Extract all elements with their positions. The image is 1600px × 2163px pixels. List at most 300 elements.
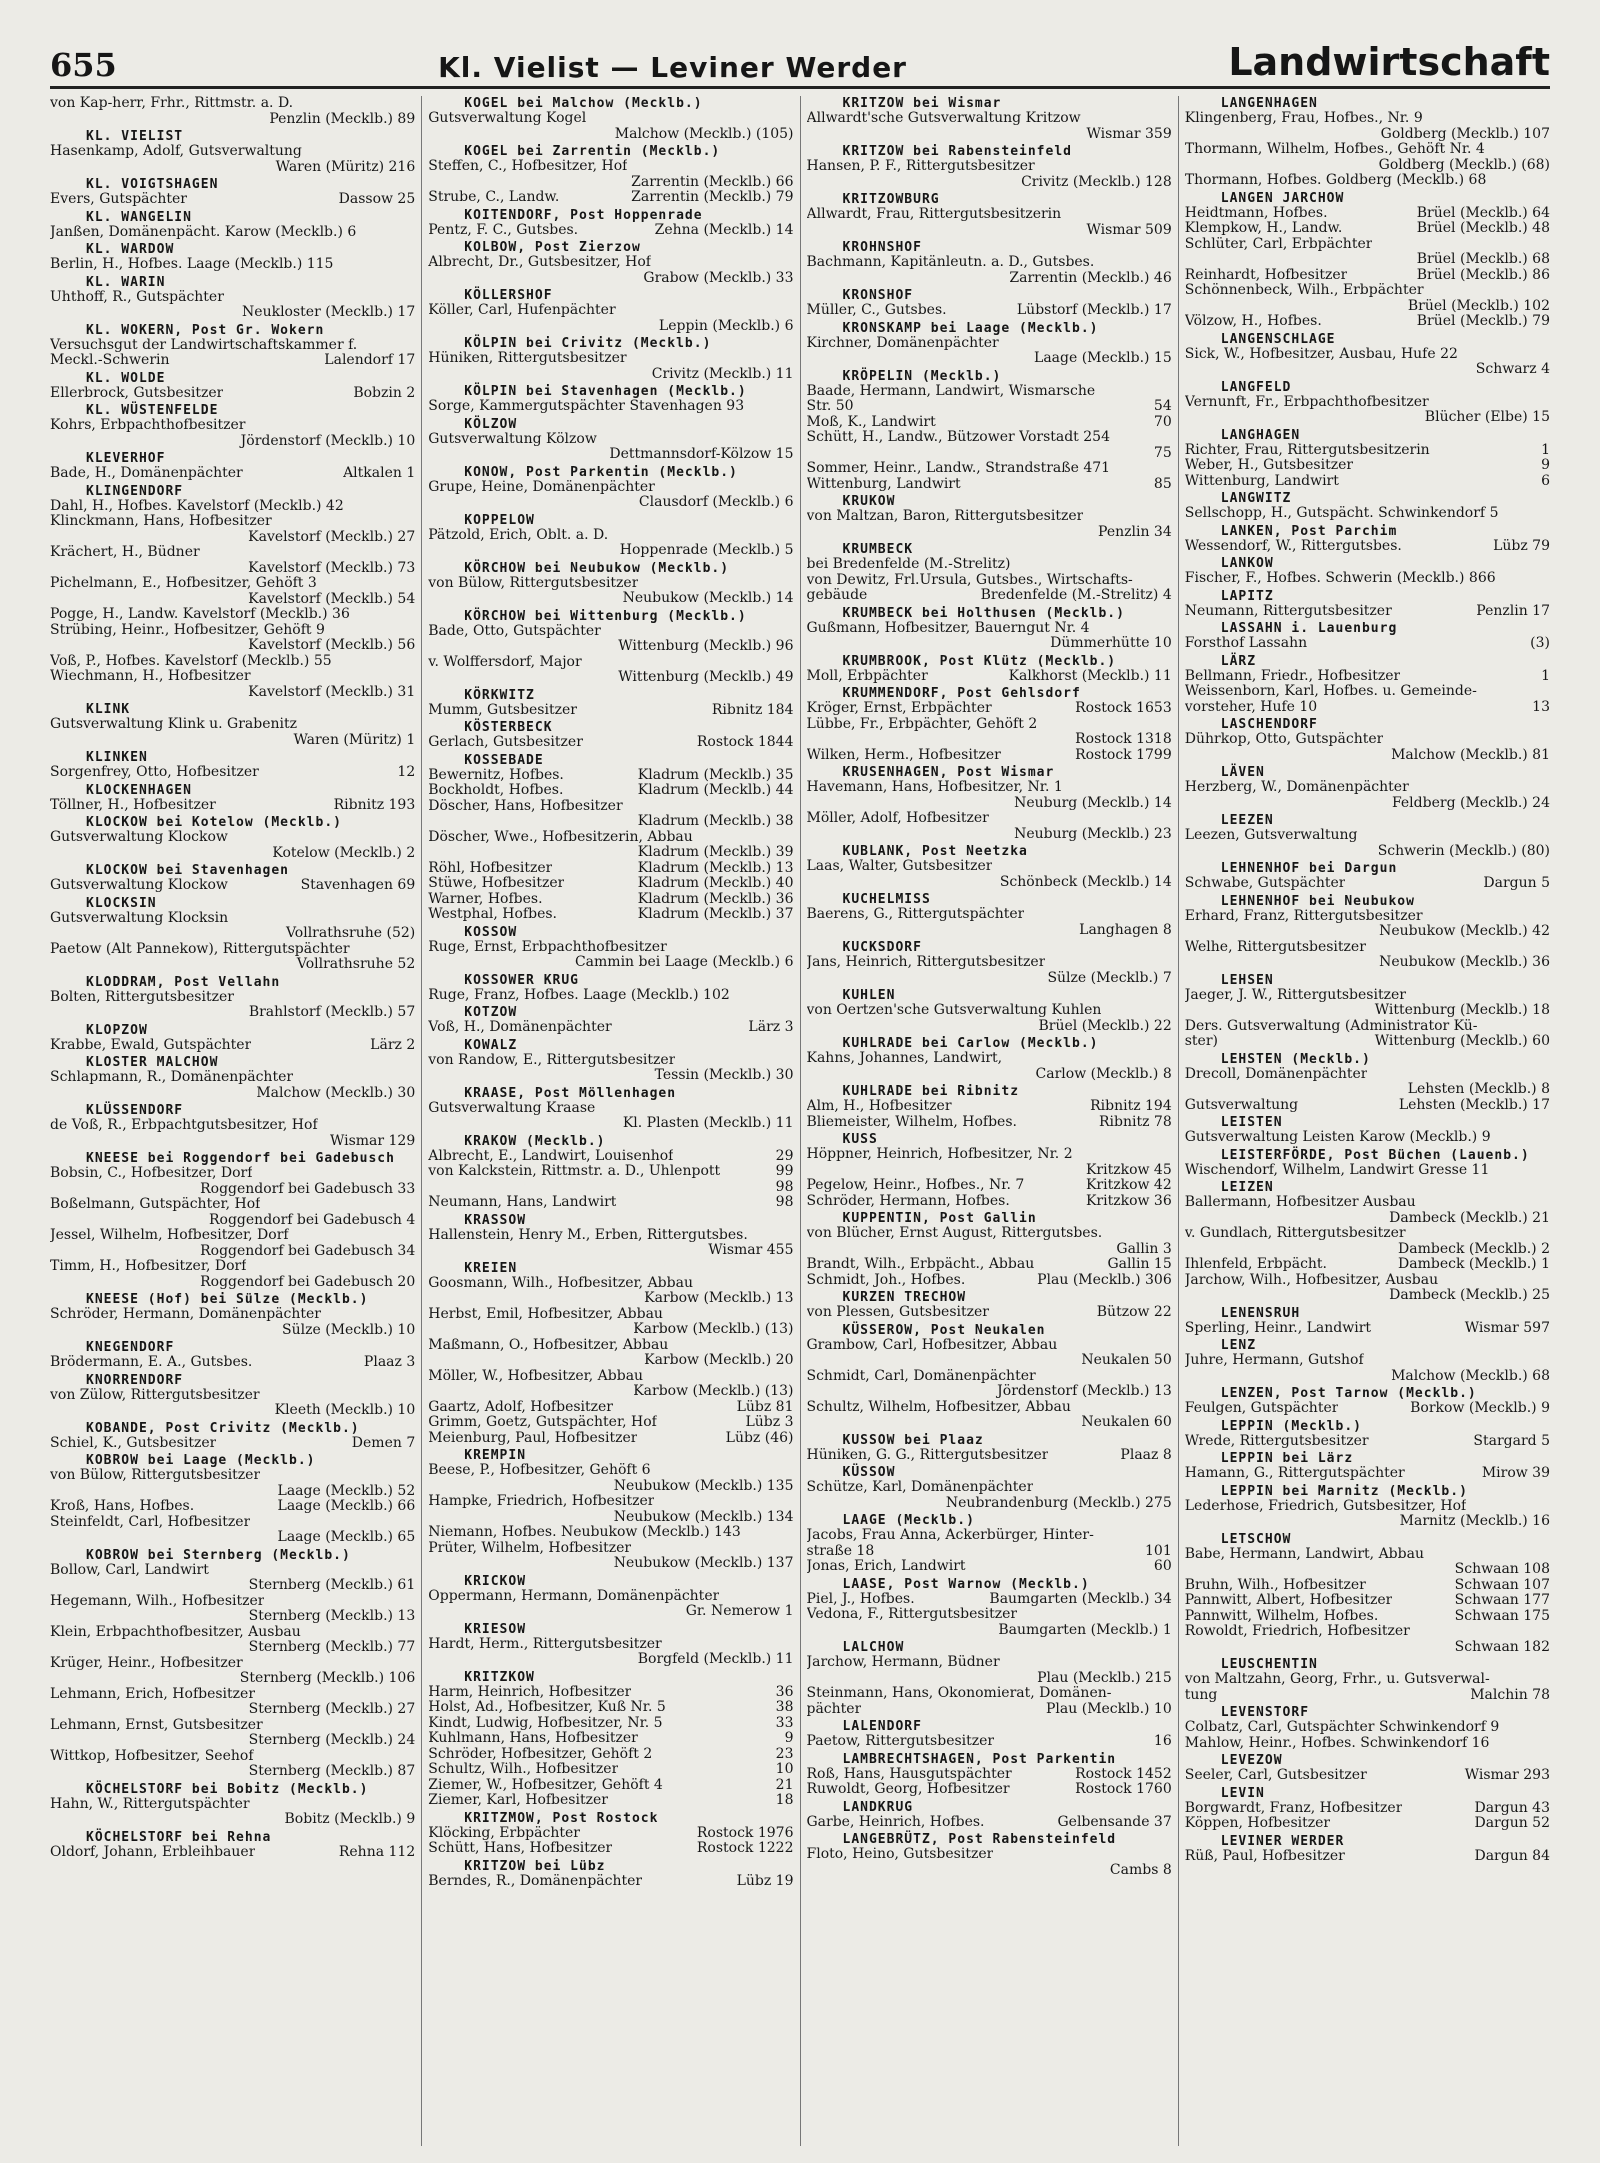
entry-location: Zarrentin (Mecklb.) 46 — [1009, 269, 1172, 286]
directory-entry — [428, 417, 793, 463]
entry-location: Schwaan 175 — [1454, 1607, 1550, 1624]
entry-location: 18 — [775, 1792, 794, 1808]
entry-line — [428, 1637, 793, 1653]
entry-name: Voß, H., Domänenpächter — [428, 1020, 612, 1035]
entry-name: Laas, Walter, Gutsbesitzer — [806, 859, 993, 874]
directory-entry — [428, 561, 793, 607]
entry-location: Plau (Mecklb.) 10 — [1046, 1700, 1172, 1717]
directory-entry — [1185, 717, 1550, 763]
entry-line — [807, 1480, 1172, 1496]
place-heading: KÖLZOW — [464, 416, 518, 432]
entry-location: Lübz (46) — [725, 1429, 794, 1446]
entry-name: pächter — [806, 1701, 862, 1717]
entry-line — [807, 303, 1172, 319]
entry-location: 10 — [775, 1761, 794, 1777]
entry-location: Vollrathsruhe (52) — [285, 925, 416, 941]
entry-name: Ziemer, Karl, Hofbesitzer — [428, 1793, 608, 1808]
directory-entry — [428, 1261, 793, 1447]
entry-name: Pichelmann, E., Hofbesitzer, Gehöft 3 — [50, 576, 317, 591]
entry-location: Lalendorf 17 — [324, 352, 416, 368]
entry-location: Lübz 3 — [745, 1414, 794, 1430]
directory-entry — [1185, 1052, 1550, 1114]
place-heading: KOSSEBADE — [464, 752, 544, 768]
directory-entry — [1185, 1419, 1550, 1450]
place-heading: KRITZKOW — [464, 1669, 535, 1685]
entry-line — [807, 811, 1172, 827]
directory-entry — [428, 688, 793, 719]
entry-line — [428, 399, 793, 415]
entry-name: Rüß, Paul, Hofbesitzer — [1184, 1848, 1345, 1864]
place-heading: LENZEN, Post Tarnow (Mecklb.) — [1220, 1386, 1477, 1401]
entry-name: Borgwardt, Franz, Hofbesitzer — [1184, 1800, 1403, 1816]
entry-location: Kladrum (Mecklb.) 40 — [637, 875, 794, 891]
entry-line — [428, 223, 793, 239]
entry-location: Neubukow (Mecklb.) 42 — [1379, 923, 1550, 939]
entry-name: Paetow (Alt Pannekow), Rittergutspächter — [50, 941, 350, 957]
entry-name: Voß, P., Hofbes. Kavelstorf (Mecklb.) 55 — [50, 653, 332, 669]
entry-name: Grimm, Goetz, Gutspächter, Hof — [428, 1415, 657, 1430]
entry-name: Ruwoldt, Georg, Hofbesitzer — [806, 1782, 1010, 1797]
entry-location: Rostock 1222 — [696, 1840, 794, 1856]
entry-name: Colbatz, Carl, Gutspächter Schwinkendorf 9 — [1184, 1720, 1500, 1735]
entry-name: Wessendorf, W., Rittergutsbes. — [1184, 538, 1402, 554]
directory-entry — [1185, 1148, 1550, 1179]
directory-entry — [50, 1453, 415, 1546]
entry-line — [50, 1625, 415, 1641]
entry-line — [50, 717, 415, 733]
entry-line — [1185, 1624, 1550, 1640]
place-heading: KÖRKWITZ — [464, 687, 535, 703]
entry-location: Plau (Mecklb.) 306 — [1037, 1271, 1172, 1288]
entry-line — [807, 669, 1172, 685]
entry-line — [50, 192, 415, 208]
entry-name: Sommer, Heinr., Landw., Strandstraße 471 — [806, 461, 1111, 476]
entry-location: Karbow (Mecklb.) (13) — [633, 1321, 794, 1337]
entry-name: Pogge, H., Landw. Kavelstorf (Mecklb.) 36 — [50, 607, 350, 622]
entry-name: Sick, W., Hofbesitzer, Ausbau, Hufe 22 — [1184, 346, 1458, 362]
entry-name: Hampke, Friedrich, Hofbesitzer — [428, 1494, 655, 1509]
entry-location: Baumgarten (Mecklb.) 34 — [989, 1590, 1172, 1607]
directory-entry — [50, 403, 415, 449]
entry-line — [50, 1118, 415, 1134]
entry-location: Kavelstorf (Mecklb.) 73 — [248, 559, 416, 576]
entry-location: Ribnitz 184 — [711, 701, 794, 718]
entry-line — [428, 190, 793, 206]
entry-location: Neuburg (Mecklb.) 23 — [1014, 825, 1172, 842]
entry-line — [807, 271, 1172, 287]
column-3 — [800, 96, 1178, 2146]
place-heading: KÖRCHOW bei Wittenburg (Mecklb.) — [464, 608, 747, 624]
place-heading: KREIEN — [464, 1260, 518, 1276]
place-heading: LANGENSCHLAGE — [1220, 331, 1336, 347]
entry-location: Malchow (Mecklb.) 68 — [1391, 1367, 1550, 1384]
entry-line — [428, 1243, 793, 1259]
entry-location: 85 — [1153, 475, 1172, 492]
place-heading: KRAKOW (Mecklb.) — [464, 1133, 606, 1149]
entry-line — [50, 1038, 415, 1054]
entry-line — [807, 796, 1172, 812]
entry-name: Krächert, H., Büdner — [50, 545, 200, 560]
directory-entry — [1185, 1657, 1550, 1703]
place-heading: KOLBOW, Post Zierzow — [464, 240, 641, 255]
entry-line — [1185, 1034, 1550, 1050]
entry-name: Schröder, Hofbesitzer, Gehöft 2 — [428, 1746, 653, 1762]
directory-entry — [50, 750, 415, 781]
entry-line — [807, 1607, 1172, 1623]
entry-location: 98 — [775, 1178, 794, 1195]
entry-name: von Blücher, Ernst August, Rittergutsbes. — [806, 1226, 1103, 1241]
entry-line — [807, 1178, 1172, 1194]
directory-entry — [1185, 428, 1550, 490]
place-heading: KRUMBROOK, Post Klütz (Mecklb.) — [842, 653, 1117, 669]
entry-name: Ders. Gutsverwaltung (Administrator Kü- — [1184, 1018, 1478, 1034]
entry-line — [1185, 221, 1550, 237]
directory-entry — [50, 484, 415, 701]
place-heading: KÖCHELSTORF bei Bobitz (Mecklb.) — [86, 1781, 369, 1797]
entry-name: Bollow, Carl, Landwirt — [50, 1562, 209, 1578]
entry-name: Jaeger, J. W., Rittergutsbesitzer — [1184, 987, 1406, 1003]
directory-entry — [807, 686, 1172, 763]
entry-location: Laage (Mecklb.) 15 — [1034, 350, 1172, 366]
entry-line — [1185, 684, 1550, 700]
place-heading: LAMBRECHTSHAGEN, Post Parkentin — [842, 1751, 1117, 1767]
entry-location: Kladrum (Mecklb.) 36 — [637, 890, 794, 907]
entry-name: Gutsverwaltung Klink u. Grabenitz — [50, 717, 298, 732]
entry-location: Zehna (Mecklb.) 14 — [654, 221, 794, 238]
entry-location: (3) — [1530, 635, 1550, 651]
entry-location: 75 — [1153, 444, 1172, 461]
entry-location: Brüel (Mecklb.) 22 — [1038, 1017, 1172, 1034]
entry-name: Gutsverwaltung Leisten Karow (Mecklb.) 9 — [1184, 1130, 1491, 1145]
directory-entry — [1185, 1753, 1550, 1784]
entry-name: Welhe, Rittergutsbesitzer — [1184, 939, 1366, 955]
entry-name: Möller, Adolf, Hofbesitzer — [806, 811, 989, 826]
entry-line — [1185, 443, 1550, 459]
entry-line — [807, 1273, 1172, 1289]
entry-location: Zarrentin (Mecklb.) 66 — [631, 173, 794, 190]
entry-line — [50, 623, 415, 639]
entry-line — [1185, 268, 1550, 284]
entry-location: Baumgarten (Mecklb.) 1 — [998, 1621, 1172, 1638]
directory-entry — [50, 177, 415, 208]
place-heading: KLOCKSIN — [86, 895, 157, 911]
entry-line — [807, 1226, 1172, 1242]
entry-location: Laage (Mecklb.) 52 — [277, 1482, 416, 1499]
directory-entry — [50, 1548, 415, 1780]
entry-location: Mirow 39 — [1481, 1465, 1550, 1481]
directory-entry — [50, 702, 415, 748]
entry-line — [807, 701, 1172, 717]
entry-name: Schlüter, Carl, Erbpächter — [1184, 236, 1373, 252]
directory-entry — [50, 1103, 415, 1149]
entry-line — [50, 1070, 415, 1086]
entry-location: Wismar 509 — [1086, 221, 1172, 238]
place-heading: KRUMBECK bei Holthusen (Mecklb.) — [842, 605, 1125, 621]
entry-name: Völzow, H., Hofbes. — [1184, 314, 1322, 329]
entry-name: Kuhlmann, Hans, Hofbesitzer — [428, 1731, 638, 1746]
entry-name: Baerens, G., Rittergutspächter — [806, 907, 1025, 922]
place-heading: LALCHOW — [842, 1640, 905, 1655]
entry-name: Gaartz, Adolf, Hofbesitzer — [428, 1399, 613, 1415]
entry-location: Dassow 25 — [338, 191, 416, 207]
entry-name: von Randow, E., Rittergutsbesitzer — [428, 1052, 676, 1068]
entry-line — [428, 1149, 793, 1165]
entry-name: Möller, W., Hofbesitzer, Abbau — [428, 1368, 644, 1384]
directory-entry — [1185, 1115, 1550, 1146]
entry-line — [428, 1369, 793, 1385]
directory-entry — [428, 1005, 793, 1036]
entry-location: Malchow (Mecklb.) 81 — [1391, 746, 1550, 763]
entry-line — [807, 127, 1172, 143]
entry-line — [428, 543, 793, 559]
entry-line — [807, 255, 1172, 271]
entry-location: Brahlstorf (Mecklb.) 57 — [248, 1004, 416, 1020]
directory-entry — [428, 96, 793, 142]
entry-line — [428, 367, 793, 383]
directory-entry — [1185, 1484, 1550, 1530]
place-heading: LEISTEN — [1220, 1115, 1283, 1130]
entry-line — [50, 1749, 415, 1765]
entry-name: Jessel, Wilhelm, Hofbesitzer, Dorf — [50, 1228, 289, 1243]
entry-line — [50, 830, 415, 846]
entry-line — [807, 1734, 1172, 1750]
entry-line — [807, 1655, 1172, 1671]
entry-name: Wittkop, Hofbesitzer, Seehof — [50, 1748, 254, 1764]
entry-line — [1185, 1288, 1550, 1304]
entry-location: Brüel (Mecklb.) 86 — [1416, 266, 1550, 283]
place-heading: LANGENHAGEN — [1220, 96, 1318, 111]
entry-line — [1185, 1593, 1550, 1609]
place-heading: LENENSRUH — [1220, 1305, 1301, 1321]
directory-entry — [1185, 491, 1550, 522]
place-heading: KRUKOW — [842, 494, 896, 509]
entry-location: Kalkhorst (Mecklb.) 11 — [1008, 667, 1172, 684]
place-heading: KURZEN TRECHOW — [842, 1290, 967, 1305]
place-heading: KLINKEN — [86, 750, 148, 765]
entry-location: Malchin 78 — [1470, 1686, 1550, 1703]
entry-name: Jarchow, Hermann, Büdner — [806, 1655, 1000, 1670]
entry-line — [428, 1431, 793, 1447]
place-heading: LENZ — [1220, 1338, 1257, 1353]
entry-line — [50, 685, 415, 701]
entry-location: Lübz 19 — [736, 1872, 794, 1889]
entry-location: Neubukow (Mecklb.) 134 — [613, 1508, 794, 1525]
place-heading: KÜSSOW — [842, 1465, 896, 1480]
entry-line — [428, 1604, 793, 1620]
directory-entry — [807, 940, 1172, 986]
entry-line — [1185, 1816, 1550, 1832]
directory-entry — [1185, 1705, 1550, 1751]
entry-line — [50, 1005, 415, 1021]
entry-name: Dahl, H., Hofbes. Kavelstorf (Mecklb.) 42 — [50, 498, 344, 514]
entry-location: Schwerin (Mecklb.) (80) — [1377, 842, 1550, 859]
place-heading: KLINK — [86, 702, 131, 717]
entry-location: Brüel (Mecklb.) 68 — [1416, 251, 1550, 267]
entry-name: Meienburg, Paul, Hofbesitzer — [428, 1430, 638, 1446]
entry-location: Schwaan 177 — [1454, 1592, 1550, 1608]
entry-location: Kritzkow 42 — [1085, 1177, 1172, 1193]
entry-line — [50, 1166, 415, 1182]
entry-line — [428, 1685, 793, 1701]
entry-name: Ziemer, W., Hofbesitzer, Gehöft 4 — [428, 1777, 663, 1793]
directory-entry — [1185, 1180, 1550, 1304]
entry-name: Schwabe, Gutspächter — [1184, 876, 1346, 891]
entry-line — [807, 1671, 1172, 1687]
entry-location: Neukalen 50 — [1081, 1352, 1172, 1368]
entry-line — [50, 592, 415, 608]
entry-line — [428, 624, 793, 640]
directory-entry — [807, 1640, 1172, 1717]
entry-line — [807, 827, 1172, 843]
entry-location: Roggendorf bei Gadebusch 20 — [200, 1273, 416, 1290]
directory-entry — [428, 288, 793, 334]
entry-location: 101 — [1145, 1542, 1172, 1559]
entry-line — [428, 1479, 793, 1495]
entry-line — [807, 509, 1172, 525]
entry-line — [807, 111, 1172, 127]
place-heading: LANGWITZ — [1220, 491, 1292, 506]
place-heading: LAPITZ — [1220, 588, 1274, 604]
entry-name: Fischer, F., Hofbes. Schwerin (Mecklb.) 866 — [1184, 571, 1496, 586]
entry-line — [428, 1276, 793, 1292]
entry-location: Kotelow (Mecklb.) 2 — [272, 844, 416, 861]
entry-name: Timm, H., Hofbesitzer, Dorf — [50, 1259, 247, 1274]
entry-line — [50, 225, 415, 241]
entry-name: Pentz, F. C., Gutsbes. — [428, 222, 579, 238]
entry-name: Bolten, Rittergutsbesitzer — [50, 989, 234, 1005]
entry-location: Zarrentin (Mecklb.) 79 — [631, 189, 794, 205]
entry-name: Bellmann, Friedr., Hofbesitzer — [1184, 668, 1401, 684]
entry-name: Jacobs, Frau Anna, Ackerbürger, Hinter- — [806, 1528, 1094, 1543]
entry-location: Ribnitz 193 — [333, 796, 416, 813]
entry-line — [807, 1242, 1172, 1258]
entry-location: 6 — [1541, 472, 1550, 489]
entry-line — [428, 1228, 793, 1244]
entry-location: Stavenhagen 69 — [300, 877, 416, 893]
entry-location: Tessin (Mecklb.) 30 — [654, 1067, 794, 1083]
entry-location: Sternberg (Mecklb.) 106 — [239, 1670, 416, 1686]
entry-location: Penzlin 17 — [1476, 602, 1550, 619]
entry-location: Neukalen 60 — [1081, 1414, 1172, 1430]
entry-name: Hüniken, G. G., Rittergutsbesitzer — [806, 1447, 1049, 1463]
entry-location: Dargun 43 — [1474, 1799, 1550, 1816]
entry-name: de Voß, R., Erbpachtgutsbesitzer, Hof — [50, 1118, 318, 1133]
entry-name: Töllner, H., Hofbesitzer — [50, 797, 216, 813]
entry-line — [1185, 1499, 1550, 1515]
place-heading: KLOPZOW — [86, 1022, 148, 1038]
place-heading: LEPPIN bei Marnitz (Mecklb.) — [1220, 1483, 1468, 1499]
directory-entry — [807, 240, 1172, 286]
entry-line — [428, 1716, 793, 1732]
entry-name: Schröder, Hermann, Hofbes. — [806, 1193, 1010, 1209]
entry-name: Rowoldt, Friedrich, Hofbesitzer — [1184, 1624, 1410, 1639]
entry-location: Wismar 293 — [1464, 1767, 1550, 1783]
entry-location: Kladrum (Mecklb.) 38 — [637, 813, 794, 829]
place-heading: KLÜSSENDORF — [86, 1103, 184, 1118]
entry-line — [807, 159, 1172, 175]
entry-line — [428, 591, 793, 607]
entry-name: Kahns, Johannes, Landwirt, — [806, 1051, 1003, 1066]
entry-line — [428, 1510, 793, 1526]
entry-name: Meckl.-Schwerin — [50, 353, 170, 368]
entry-location: Wittenburg (Mecklb.) 96 — [618, 638, 794, 654]
entry-line — [50, 990, 415, 1006]
entry-line — [807, 207, 1172, 223]
entry-location: Neubrandenburg (Mecklb.) 275 — [945, 1494, 1172, 1511]
entry-line — [1185, 732, 1550, 748]
entry-location: Malchow (Mecklb.) (105) — [614, 125, 794, 142]
directory-entry — [1185, 1786, 1550, 1832]
place-heading: KL. WÜSTENFELDE — [86, 403, 219, 418]
entry-name: Sperling, Heinr., Landwirt — [1184, 1320, 1372, 1336]
entry-name: Klöcking, Erbpächter — [428, 1825, 580, 1841]
entry-location: Dambeck (Mecklb.) 21 — [1389, 1209, 1550, 1226]
entry-location: Dargun 84 — [1474, 1847, 1550, 1864]
entry-name: Herzberg, W., Domänenpächter — [1184, 780, 1409, 795]
entry-line — [807, 875, 1172, 891]
entry-line — [807, 923, 1172, 939]
place-heading: LEISTERFÖRDE, Post Büchen (Lauenb.) — [1220, 1147, 1530, 1163]
entry-line — [807, 351, 1172, 367]
entry-name: Kindt, Ludwig, Hofbesitzer, Nr. 5 — [428, 1715, 663, 1731]
entry-location: Brüel (Mecklb.) 102 — [1407, 297, 1550, 314]
directory-entry — [807, 369, 1172, 493]
entry-line — [50, 1640, 415, 1656]
directory-entry — [428, 336, 793, 382]
entry-name: Bockholdt, Hofbes. — [428, 783, 564, 798]
entry-line — [1185, 1609, 1550, 1625]
entry-location: Rostock 1799 — [1075, 746, 1172, 763]
entry-location: 60 — [1153, 1558, 1172, 1574]
entry-name: Herbst, Emil, Hofbesitzer, Abbau — [428, 1306, 663, 1322]
entry-line — [428, 639, 793, 655]
place-heading: KÜSSEROW, Post Neukalen — [842, 1322, 1046, 1338]
entry-name: Gerlach, Gutsbesitzer — [428, 735, 583, 750]
entry-location: Sternberg (Mecklb.) 77 — [248, 1639, 416, 1655]
entry-line — [50, 514, 415, 530]
entry-name: Schultz, Wilh., Hofbesitzer — [428, 1762, 619, 1777]
directory-entry — [50, 210, 415, 241]
place-heading: LASSAHN i. Lauenburg — [1220, 621, 1398, 636]
directory-entry — [807, 1752, 1172, 1798]
entry-line — [807, 1003, 1172, 1019]
directory-entry — [807, 1211, 1172, 1288]
entry-line — [807, 1115, 1172, 1131]
entry-line — [807, 1702, 1172, 1718]
entry-location: Carlow (Mecklb.) 8 — [1035, 1065, 1172, 1082]
section-title: Landwirtschaft — [1228, 40, 1550, 84]
place-heading: KRONSKAMP bei Laage (Mecklb.) — [842, 320, 1099, 336]
entry-location: Dambeck (Mecklb.) 2 — [1398, 1240, 1550, 1257]
entry-location: Wismar 597 — [1464, 1319, 1550, 1336]
entry-location: Jördenstorf (Mecklb.) 10 — [240, 432, 416, 449]
directory-entry — [428, 1134, 793, 1211]
entry-line — [807, 1448, 1172, 1464]
place-heading: KROHNSHOF — [842, 240, 922, 255]
directory-entry — [50, 323, 415, 369]
place-heading: KÖSTERBECK — [464, 720, 553, 735]
entry-name: Schlapmann, R., Domänenpächter — [50, 1070, 294, 1085]
entry-line — [428, 988, 793, 1004]
entry-name: Hüniken, Rittergutsbesitzer — [428, 351, 627, 366]
entry-line — [50, 561, 415, 577]
entry-line — [1185, 988, 1550, 1004]
entry-line — [428, 1841, 793, 1857]
entry-line — [1185, 1257, 1550, 1273]
entry-location: Neubukow (Mecklb.) 14 — [622, 590, 794, 606]
entry-name: Grupe, Heine, Domänenpächter — [428, 479, 655, 495]
entry-line — [807, 430, 1172, 446]
